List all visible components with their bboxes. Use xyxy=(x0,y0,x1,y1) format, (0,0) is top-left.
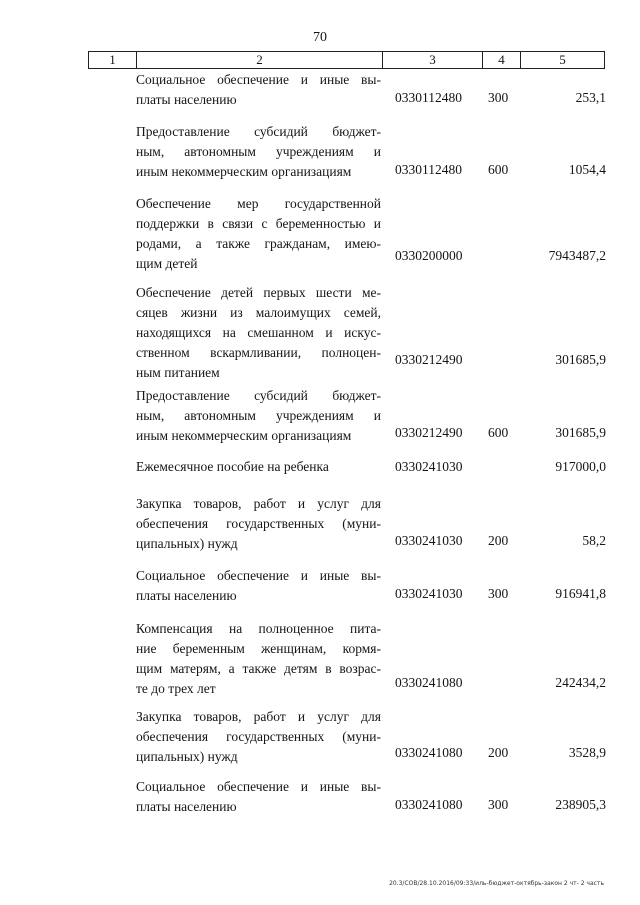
row-description: Обеспечение детей первых шести ме- сяцев жизни из малоимущих семей, находящихся на смешанном и искус- ственном вскармливании, полноцен- ным питанием xyxy=(136,285,381,380)
row-type: 200 xyxy=(488,745,509,760)
row-description: Обеспечение мер государственной поддержки в связи с беременностью и родами, а также гражданам, имею- щим детей xyxy=(136,196,381,271)
row-amount: 301685,9 xyxy=(555,425,606,440)
row-code: 0330241030 xyxy=(395,533,463,548)
row-amount: 253,1 xyxy=(575,90,606,105)
row-description: Предоставление субсидий бюджет- ным, автономным учреждениям и иным некоммерческим организациям xyxy=(136,388,381,443)
header-col-3: 3 xyxy=(382,52,482,68)
row-description: Закупка товаров, работ и услуг для обеспечения государственных (муни- ципальных) нужд xyxy=(136,709,381,764)
row-amount: 1054,4 xyxy=(568,162,606,177)
table-header-row xyxy=(88,51,605,69)
row-amount: 238905,3 xyxy=(555,797,606,812)
row-type: 300 xyxy=(488,586,509,601)
row-code: 0330241080 xyxy=(395,797,463,812)
row-description: Социальное обеспечение и иные вы- платы населению xyxy=(136,568,381,603)
row-type: 300 xyxy=(488,797,509,812)
row-code: 0330241080 xyxy=(395,745,463,760)
header-col-4: 4 xyxy=(482,52,520,68)
row-code: 0330241080 xyxy=(395,675,463,690)
header-col-1: 1 xyxy=(109,52,116,67)
row-type: 300 xyxy=(488,90,509,105)
row-code: 0330241030 xyxy=(395,586,463,601)
row-amount: 242434,2 xyxy=(555,675,606,690)
page-number: 70 xyxy=(313,30,327,45)
row-amount: 916941,8 xyxy=(555,586,606,601)
row-code: 0330241030 xyxy=(395,459,463,474)
row-description: Социальное обеспечение и иные вы- платы населению xyxy=(136,779,381,814)
row-description: Предоставление субсидий бюджет- ным, автономным учреждениям и иным некоммерческим организациям xyxy=(136,124,381,179)
row-code: 0330112480 xyxy=(395,162,462,177)
row-description: Ежемесячное пособие на ребенка xyxy=(136,459,329,474)
row-amount: 7943487,2 xyxy=(548,248,606,263)
row-description: Компенсация на полноценное пита- ние беременным женщинам, кормя- щим матерям, а также детям в возрас- те до трех лет xyxy=(136,621,381,696)
row-type: 600 xyxy=(488,162,509,177)
row-code: 0330212490 xyxy=(395,425,463,440)
row-description: Социальное обеспечение и иные вы- платы населению xyxy=(136,72,381,107)
row-amount: 301685,9 xyxy=(555,352,606,367)
header-col-2: 2 xyxy=(136,52,382,68)
document-footer-path: 20.3/СОВ/28.10.2016/09:33/иль-бюджет-октябрь-закон 2 чт- 2 часть xyxy=(389,880,604,887)
row-description: Закупка товаров, работ и услуг для обеспечения государственных (муни- ципальных) нужд xyxy=(136,496,381,551)
row-type: 600 xyxy=(488,425,509,440)
row-code: 0330200000 xyxy=(395,248,463,263)
row-amount: 3528,9 xyxy=(568,745,606,760)
row-amount: 58,2 xyxy=(582,533,606,548)
row-amount: 917000,0 xyxy=(555,459,606,474)
header-col-5: 5 xyxy=(520,52,604,68)
row-code: 0330212490 xyxy=(395,352,463,367)
row-code: 0330112480 xyxy=(395,90,462,105)
row-type: 200 xyxy=(488,533,509,548)
